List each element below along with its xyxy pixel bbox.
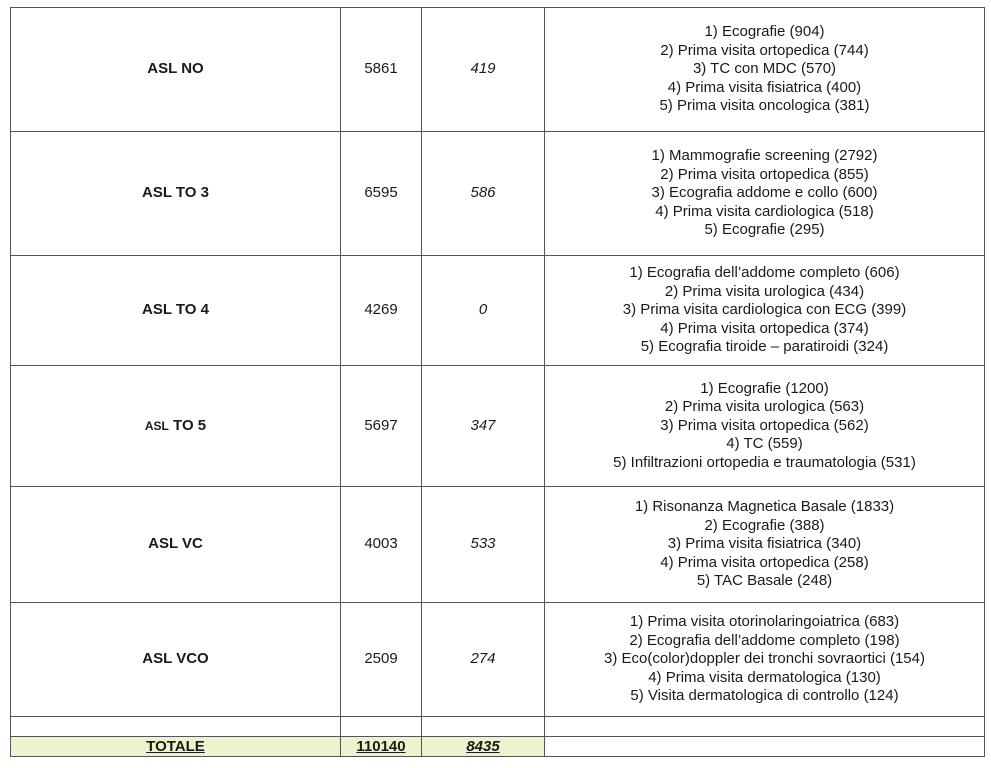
data-table — [10, 7, 985, 757]
totale-label: TOTALE — [11, 737, 341, 757]
service-item: 5) Ecografia tiroide – paratiroidi (324) — [640, 338, 889, 356]
service-item: 2) Ecografia dell’addome completo (198) — [629, 631, 900, 649]
table-row — [11, 366, 985, 487]
empty-cell — [422, 717, 545, 737]
services-list — [545, 8, 985, 132]
service-item: 1) Ecografia dell’addome completo (606) — [629, 264, 900, 282]
service-item: 3) Eco(color)doppler dei tronchi sovraortici (154) — [604, 650, 925, 668]
secondary-value: 586 — [422, 132, 545, 256]
services-list — [545, 603, 985, 717]
service-item: 1) Risonanza Magnetica Basale (1833) — [634, 498, 895, 516]
empty-cell — [545, 737, 985, 757]
empty-cell — [341, 717, 422, 737]
service-item: 4) Prima visita ortopedica (258) — [660, 553, 869, 571]
service-item: 5) Prima visita oncologica (381) — [659, 97, 870, 115]
asl-name: ASL TO 3 — [11, 132, 341, 256]
services-list — [545, 132, 985, 256]
secondary-value: 347 — [422, 366, 545, 487]
asl-prefix: ASL — [144, 418, 169, 433]
service-item: 2) Prima visita ortopedica (855) — [660, 165, 869, 183]
empty-cell — [11, 717, 341, 737]
services-list — [545, 256, 985, 366]
service-item: 4) Prima visita dermatologica (130) — [648, 668, 881, 686]
total-value: 6595 — [341, 132, 422, 256]
service-item: 4) Prima visita ortopedica (374) — [660, 319, 869, 337]
total-value: 5861 — [341, 8, 422, 132]
table-row — [11, 487, 985, 603]
service-item: 1) Mammografie screening (2792) — [651, 147, 878, 165]
secondary-value: 274 — [422, 603, 545, 717]
asl-name: ASL VCO — [11, 603, 341, 717]
asl-name: ASL NO — [11, 8, 341, 132]
service-item: 3) Prima visita cardiologica con ECG (399) — [622, 301, 907, 319]
service-item: 5) TAC Basale (248) — [696, 572, 833, 590]
services-list — [545, 366, 985, 487]
total-value: 2509 — [341, 603, 422, 717]
service-item: 1) Ecografie (904) — [704, 23, 825, 41]
service-item: 2) Ecografie (388) — [704, 516, 825, 534]
service-item: 2) Prima visita urologica (563) — [664, 398, 865, 416]
service-item: 1) Ecografie (1200) — [700, 379, 829, 397]
table-row — [11, 8, 985, 132]
blank-row — [11, 717, 985, 737]
table-row — [11, 132, 985, 256]
service-item: 4) Prima visita cardiologica (518) — [655, 202, 874, 220]
secondary-value: 0 — [422, 256, 545, 366]
service-item: 4) Prima visita fisiatrica (400) — [667, 78, 862, 96]
total-row — [11, 737, 985, 757]
total-value: 4269 — [341, 256, 422, 366]
totale-total: 110140 — [341, 737, 422, 757]
service-item: 5) Visita dermatologica di controllo (124) — [630, 687, 899, 705]
service-item: 2) Prima visita ortopedica (744) — [660, 41, 869, 59]
totale-secondary: 8435 — [422, 737, 545, 757]
total-value: 4003 — [341, 487, 422, 603]
asl-name: ASL TO 4 — [11, 256, 341, 366]
service-item: 3) Ecografia addome e collo (600) — [651, 184, 878, 202]
total-value: 5697 — [341, 366, 422, 487]
table-row — [11, 256, 985, 366]
empty-cell — [545, 717, 985, 737]
service-item: 5) Ecografie (295) — [704, 221, 825, 239]
secondary-value: 419 — [422, 8, 545, 132]
service-item: 4) TC (559) — [726, 435, 803, 453]
table-row — [11, 603, 985, 717]
services-list — [545, 487, 985, 603]
service-item: 2) Prima visita urologica (434) — [664, 282, 865, 300]
asl-name — [11, 366, 341, 487]
service-item: 1) Prima visita otorinolaringoiatrica (683) — [629, 613, 900, 631]
asl-suffix: TO 5 — [173, 416, 207, 434]
asl-name: ASL VC — [11, 487, 341, 603]
service-item: 3) TC con MDC (570) — [692, 60, 837, 78]
secondary-value: 533 — [422, 487, 545, 603]
service-item: 5) Infiltrazioni ortopedia e traumatologia (531) — [613, 453, 916, 471]
service-item: 3) Prima visita ortopedica (562) — [660, 416, 869, 434]
service-item: 3) Prima visita fisiatrica (340) — [667, 535, 862, 553]
